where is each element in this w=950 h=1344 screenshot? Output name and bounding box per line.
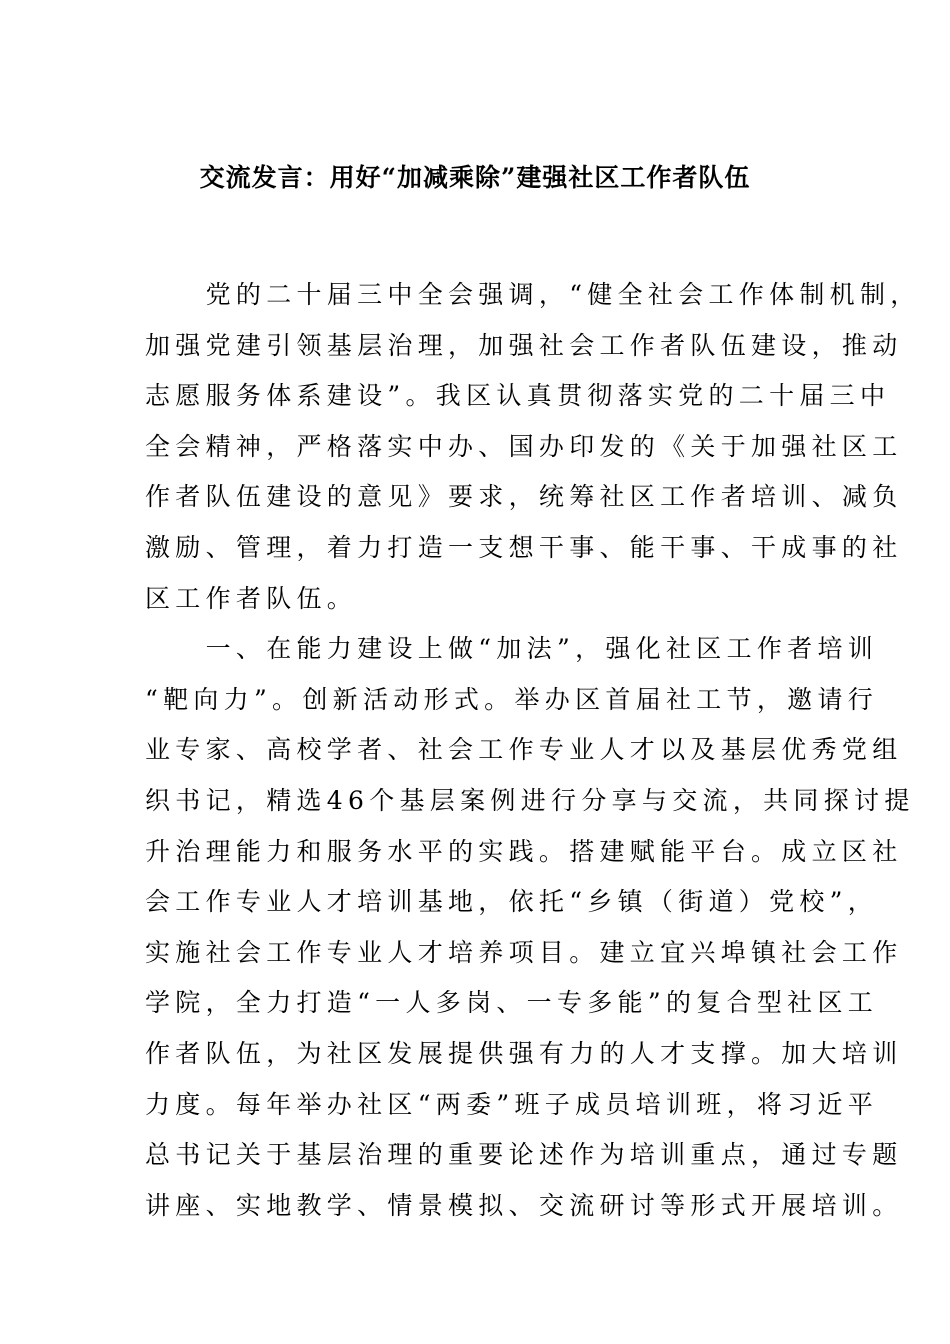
- body-line: 加强党建引领基层治理，加强社会工作者队伍建设，推动: [145, 330, 903, 360]
- body-line: 织书记，精选46个基层案例进行分享与交流，共同探讨提: [145, 785, 915, 815]
- body-line: “靶向力”。创新活动形式。举办区首届社工节，邀请行: [145, 684, 879, 714]
- body-line: 作者队伍，为社区发展提供强有力的人才支撑。加大培训: [145, 1038, 903, 1068]
- body-line: 实施社会工作专业人才培养项目。建立宜兴埠镇社会工作: [145, 937, 903, 967]
- body-line: 区工作者队伍。: [145, 583, 358, 613]
- body-line: 学院，全力打造“一人多岗、一专多能”的复合型社区工: [145, 988, 879, 1018]
- body-line: 讲座、实地教学、情景模拟、交流研讨等形式开展培训。: [145, 1190, 903, 1220]
- body-line: 力度。每年举办社区“两委”班子成员培训班，将习近平: [145, 1089, 879, 1119]
- body-line: 总书记关于基层治理的重要论述作为培训重点，通过专题: [145, 1140, 903, 1170]
- body-line: 党的二十届三中全会强调，“健全社会工作体制机制，: [145, 280, 921, 309]
- body-line: 一、在能力建设上做“加法”，强化社区工作者培训: [145, 634, 879, 664]
- document-title: 交流发言：用好“加减乘除”建强社区工作者队伍: [199, 163, 751, 192]
- body-line: 激励、管理，着力打造一支想干事、能干事、干成事的社: [145, 532, 903, 562]
- body-line: 全会精神，严格落实中办、国办印发的《关于加强社区工: [145, 431, 903, 461]
- body-line: 升治理能力和服务水平的实践。搭建赋能平台。成立区社: [145, 836, 903, 866]
- body-line: 业专家、高校学者、社会工作专业人才以及基层优秀党组: [145, 735, 903, 765]
- document-body: [145, 270, 921, 1231]
- body-line: 会工作专业人才培训基地，依托“乡镇（街道）党校”，: [145, 887, 879, 917]
- body-line: 作者队伍建设的意见》要求，统筹社区工作者培训、减负: [145, 482, 903, 512]
- body-line: 志愿服务体系建设”。我区认真贯彻落实党的二十届三中: [145, 381, 891, 411]
